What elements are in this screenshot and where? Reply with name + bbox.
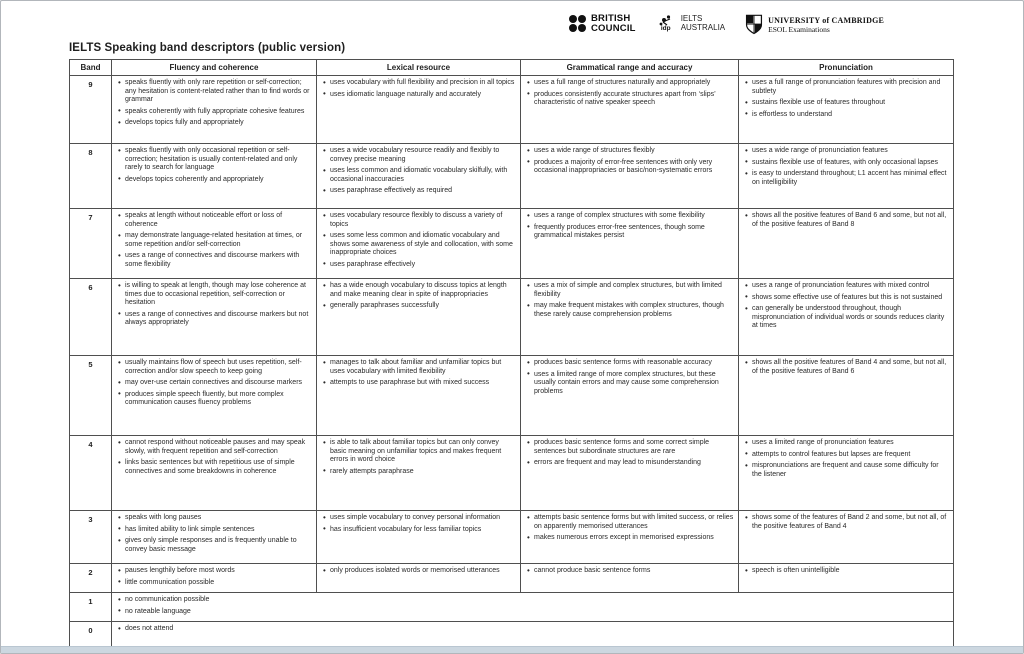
british-council-wordmark (591, 14, 636, 33)
descriptor-item: • speech is often unintelligible (743, 567, 949, 576)
descriptor-cell-fluency-and-coherence (112, 356, 317, 436)
descriptor-item: • may demonstrate language-related hesitation at times, or some repetition and/or self-correction (116, 232, 312, 249)
descriptor-item: • sustains flexible use of features, with only occasional lapses (743, 159, 949, 168)
descriptor-cell-pronunciation (739, 511, 954, 564)
ielts-australia-line2: AUSTRALIA (680, 23, 726, 32)
descriptor-cell-pronunciation (739, 564, 954, 593)
british-council-dots-icon (569, 15, 586, 32)
table-header-row (70, 60, 954, 76)
idp-mark (656, 15, 676, 32)
column-header-lexical-resource: Lexical resource (317, 60, 521, 76)
descriptor-cell-grammatical-range-and-accuracy (521, 76, 739, 144)
descriptor-item: • uses a limited range of more complex structures, but these usually contain errors and may cause some comprehension problems (525, 371, 734, 397)
descriptor-cell-lexical-resource (317, 209, 521, 279)
descriptor-cell-lexical-resource (317, 564, 521, 593)
descriptor-item: • is easy to understand throughout; L1 accent has minimal effect on intelligibility (743, 170, 949, 187)
descriptor-item: • uses a wide vocabulary resource readily and flexibly to convey precise meaning (321, 147, 516, 164)
descriptor-item: • shows some effective use of features but this is not sustained (743, 294, 949, 303)
descriptor-cell-lexical-resource (317, 436, 521, 511)
descriptor-cell-grammatical-range-and-accuracy (521, 356, 739, 436)
descriptor-cell-fluency-and-coherence (112, 436, 317, 511)
descriptor-item: • only produces isolated words or memorised utterances (321, 567, 516, 576)
descriptor-item: • has insufficient vocabulary for less familiar topics (321, 526, 516, 535)
band-number: 7 (70, 209, 112, 279)
band-number: 2 (70, 564, 112, 593)
descriptor-item: • shows all the positive features of Band 4 and some, but not all, of the positive features of Band 6 (743, 359, 949, 376)
descriptor-cell-lexical-resource (317, 511, 521, 564)
descriptor-item: • sustains flexible use of features throughout (743, 99, 949, 108)
page-title: IELTS Speaking band descriptors (public version) (69, 42, 346, 54)
descriptor-item: • produces consistently accurate structures apart from ‘slips’ characteristic of native speaker speech (525, 91, 734, 108)
descriptor-item: • develops topics coherently and appropriately (116, 176, 312, 185)
descriptor-item: • shows some of the features of Band 2 and some, but not all, of the positive features of Band 4 (743, 514, 949, 531)
cambridge-line2: ESOL Examinations (768, 24, 830, 34)
descriptor-cell-grammatical-range-and-accuracy (521, 279, 739, 356)
scan-edge-strip (1, 646, 1023, 653)
descriptor-item: • uses a mix of simple and complex structures, but with limited flexibility (525, 282, 734, 299)
cambridge-wordmark (768, 16, 884, 34)
descriptor-item: • little communication possible (116, 579, 312, 588)
band-number: 9 (70, 76, 112, 144)
cambridge-logo (745, 14, 884, 35)
descriptor-item: • shows all the positive features of Band 6 and some, but not all, of the positive features of Band 8 (743, 212, 949, 229)
descriptor-item: • uses a range of pronunciation features with mixed control (743, 282, 949, 291)
descriptor-item: • produces basic sentence forms and some correct simple sentences but subordinate structures are rare (525, 439, 734, 456)
descriptor-item: • uses some less common and idiomatic vocabulary and shows some awareness of style and collocation, with some inappropriate choices (321, 232, 516, 258)
descriptor-item: • speaks fluently with only occasional repetition or self-correction; hesitation is usually content-related and only rarely to search for language (116, 147, 312, 173)
descriptor-cell-lexical-resource (317, 144, 521, 209)
descriptor-cell-fluency-and-coherence (112, 511, 317, 564)
descriptor-item: • may make frequent mistakes with complex structures, though these rarely cause comprehension problems (525, 302, 734, 319)
descriptor-cell-pronunciation (739, 436, 954, 511)
descriptor-item: • generally paraphrases successfully (321, 302, 516, 311)
descriptor-item: • gives only simple responses and is frequently unable to convey basic message (116, 537, 312, 554)
descriptor-cell-pronunciation (739, 76, 954, 144)
band-number: 6 (70, 279, 112, 356)
descriptor-item: • usually maintains flow of speech but uses repetition, self-correction and/or slow speech to keep going (116, 359, 312, 376)
descriptor-cell-grammatical-range-and-accuracy (521, 144, 739, 209)
descriptor-cell-merged (112, 593, 954, 622)
column-header-fluency-and-coherence: Fluency and coherence (112, 60, 317, 76)
descriptor-cell-pronunciation (739, 279, 954, 356)
descriptor-item: • has a wide enough vocabulary to discuss topics at length and make meaning clear in spite of inappropriacies (321, 282, 516, 299)
descriptor-item: • links basic sentences but with repetitious use of simple connectives and some breakdowns in coherence (116, 459, 312, 476)
descriptor-cell-pronunciation (739, 356, 954, 436)
descriptor-item: • manages to talk about familiar and unfamiliar topics but uses vocabulary with limited flexibility (321, 359, 516, 376)
column-header-pronunciation: Pronunciation (739, 60, 954, 76)
descriptor-cell-fluency-and-coherence (112, 564, 317, 593)
descriptor-item: • is able to talk about familiar topics but can only convey basic meaning on unfamiliar topics and makes frequent errors in word choice (321, 439, 516, 465)
descriptor-item: • uses a full range of structures naturally and appropriately (525, 79, 734, 88)
band-row-8 (70, 144, 954, 209)
descriptor-item: • attempts to use paraphrase but with mixed success (321, 379, 516, 388)
descriptor-item: • speaks coherently with fully appropriate cohesive features (116, 108, 312, 117)
band-descriptors-table (69, 59, 954, 648)
band-row-0 (70, 622, 954, 648)
descriptor-cell-lexical-resource (317, 76, 521, 144)
descriptor-item: • is effortless to understand (743, 111, 949, 120)
descriptor-item: • uses a range of complex structures with some flexibility (525, 212, 734, 221)
descriptor-cell-merged (112, 622, 954, 648)
descriptor-item: • uses a wide range of structures flexibly (525, 147, 734, 156)
descriptor-item: • develops topics fully and appropriately (116, 119, 312, 128)
descriptor-item: • produces simple speech fluently, but more complex communication causes fluency problems (116, 391, 312, 408)
descriptor-item: • uses vocabulary with full flexibility and precision in all topics (321, 79, 516, 88)
descriptor-item: • speaks at length without noticeable effort or loss of coherence (116, 212, 312, 229)
idp-kangaroo-icon (659, 15, 672, 26)
descriptor-item: • errors are frequent and may lead to misunderstanding (525, 459, 734, 468)
descriptor-cell-fluency-and-coherence (112, 209, 317, 279)
band-number: 5 (70, 356, 112, 436)
descriptor-item: • can generally be understood throughout, though mispronunciation of individual words or sounds reduces clarity at times (743, 305, 949, 331)
descriptor-item: • uses a wide range of pronunciation features (743, 147, 949, 156)
descriptor-cell-fluency-and-coherence (112, 144, 317, 209)
band-row-5 (70, 356, 954, 436)
column-header-grammatical-range-and-accuracy: Grammatical range and accuracy (521, 60, 739, 76)
descriptor-item: • speaks with long pauses (116, 514, 312, 523)
band-number: 1 (70, 593, 112, 622)
descriptor-cell-grammatical-range-and-accuracy (521, 209, 739, 279)
descriptor-item: • attempts basic sentence forms but with limited success, or relies on apparently memorised utterances (525, 514, 734, 531)
descriptor-item: • uses a full range of pronunciation features with precision and subtlety (743, 79, 949, 96)
descriptor-cell-pronunciation (739, 209, 954, 279)
band-number: 4 (70, 436, 112, 511)
descriptor-item: • may over-use certain connectives and discourse markers (116, 379, 312, 388)
band-row-3 (70, 511, 954, 564)
descriptor-cell-fluency-and-coherence (112, 76, 317, 144)
descriptor-item: • speaks fluently with only rare repetition or self-correction; any hesitation is content-related rather than to find words or grammar (116, 79, 312, 105)
descriptor-item: • uses less common and idiomatic vocabulary skilfully, with occasional inaccuracies (321, 167, 516, 184)
band-number: 8 (70, 144, 112, 209)
band-row-2 (70, 564, 954, 593)
document-header (1, 1, 1023, 59)
descriptor-item: • mispronunciations are frequent and cause some difficulty for the listener (743, 462, 949, 479)
ielts-australia-wordmark (681, 14, 725, 32)
descriptor-item: • has limited ability to link simple sentences (116, 526, 312, 535)
logo-strip (569, 14, 884, 35)
ielts-australia-line1: IELTS (680, 14, 703, 23)
band-number: 0 (70, 622, 112, 648)
descriptor-item: • does not attend (116, 625, 949, 634)
descriptor-item: • produces a majority of error-free sentences with only very occasional inappropriacies or basic/non-systematic errors (525, 159, 734, 176)
cambridge-line1: UNIVERSITY of CAMBRIDGE (768, 15, 885, 25)
descriptor-cell-grammatical-range-and-accuracy (521, 564, 739, 593)
descriptors-table-body (70, 76, 954, 648)
british-council-line1: BRITISH (591, 13, 631, 24)
descriptor-item: • uses a range of connectives and discourse markers with some flexibility (116, 252, 312, 269)
british-council-logo (569, 14, 636, 33)
descriptor-item: • rarely attempts paraphrase (321, 468, 516, 477)
descriptor-item: • uses a limited range of pronunciation features (743, 439, 949, 448)
descriptor-item: • uses idiomatic language naturally and accurately (321, 91, 516, 100)
descriptor-item: • uses paraphrase effectively as required (321, 187, 516, 196)
descriptor-cell-lexical-resource (317, 356, 521, 436)
descriptor-item: • pauses lengthily before most words (116, 567, 312, 576)
band-row-1 (70, 593, 954, 622)
band-row-7 (70, 209, 954, 279)
descriptor-item: • uses paraphrase effectively (321, 261, 516, 270)
descriptor-item: • uses a range of connectives and discourse markers but not always appropriately (116, 311, 312, 328)
descriptor-item: • no communication possible (116, 596, 949, 605)
descriptor-item: • no rateable language (116, 608, 949, 617)
descriptor-item: • cannot respond without noticeable pauses and may speak slowly, with frequent repetition and self-correction (116, 439, 312, 456)
band-row-4 (70, 436, 954, 511)
ielts-australia-logo (656, 14, 725, 32)
descriptor-item: • attempts to control features but lapses are frequent (743, 451, 949, 460)
descriptor-item: • uses simple vocabulary to convey personal information (321, 514, 516, 523)
idp-label: idp (660, 24, 671, 32)
column-header-band: Band (70, 60, 112, 76)
descriptor-cell-pronunciation (739, 144, 954, 209)
descriptor-item: • produces basic sentence forms with reasonable accuracy (525, 359, 734, 368)
band-row-9 (70, 76, 954, 144)
cambridge-shield-icon (745, 14, 763, 35)
descriptor-cell-lexical-resource (317, 279, 521, 356)
descriptor-cell-fluency-and-coherence (112, 279, 317, 356)
band-number: 3 (70, 511, 112, 564)
descriptor-item: • cannot produce basic sentence forms (525, 567, 734, 576)
british-council-line2: COUNCIL (591, 22, 636, 34)
descriptor-item: • frequently produces error-free sentences, though some grammatical mistakes persist (525, 224, 734, 241)
descriptor-item: • uses vocabulary resource flexibly to discuss a variety of topics (321, 212, 516, 229)
descriptor-cell-grammatical-range-and-accuracy (521, 436, 739, 511)
descriptor-item: • makes numerous errors except in memorised expressions (525, 534, 734, 543)
descriptor-cell-grammatical-range-and-accuracy (521, 511, 739, 564)
band-row-6 (70, 279, 954, 356)
descriptor-item: • is willing to speak at length, though may lose coherence at times due to occasional repetition, self-correction or hesitation (116, 282, 312, 308)
